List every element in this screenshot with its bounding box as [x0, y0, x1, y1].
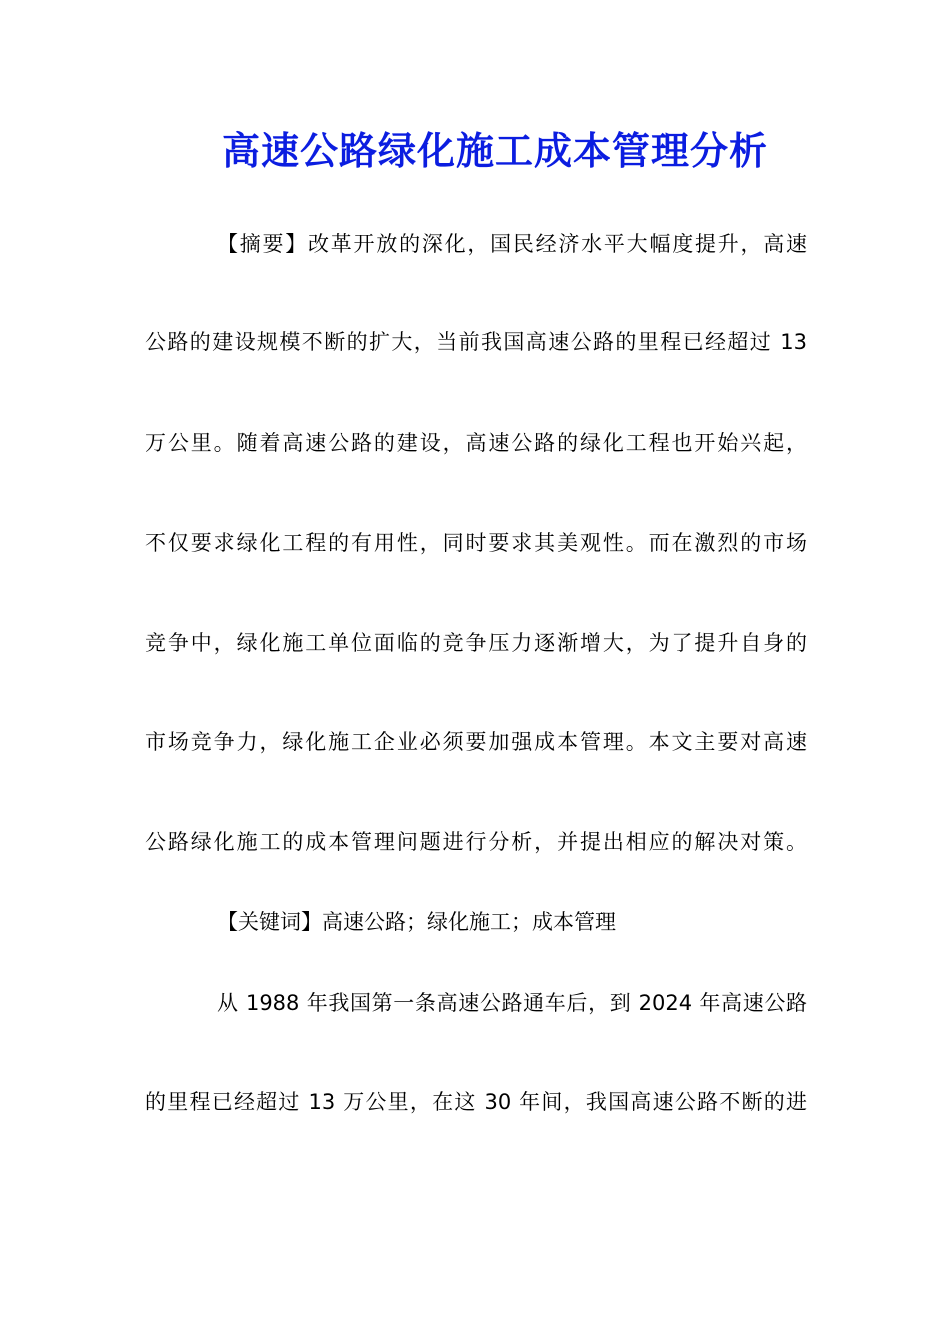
body-line-2: 的里程已经超过 13 万公里，在这 30 年间，我国高速公路不断的进	[145, 1090, 807, 1114]
body-line-1: 从 1988 年我国第一条高速公路通车后，到 2024 年高速公路	[217, 991, 807, 1015]
abstract-line-6: 市场竞争力，绿化施工企业必须要加强成本管理。本文主要对高速	[145, 730, 807, 754]
document-title: 高速公路绿化施工成本管理分析	[221, 128, 768, 173]
keywords-line: 【关键词】高速公路；绿化施工；成本管理	[217, 910, 616, 934]
abstract-line-7: 公路绿化施工的成本管理问题进行分析，并提出相应的解决对策。	[145, 830, 807, 854]
abstract-line-2: 公路的建设规模不断的扩大，当前我国高速公路的里程已经超过 13	[145, 330, 807, 354]
abstract-line-1: 【摘要】改革开放的深化，国民经济水平大幅度提升，高速	[217, 232, 807, 256]
abstract-line-5: 竞争中，绿化施工单位面临的竞争压力逐渐增大，为了提升自身的	[145, 631, 807, 655]
abstract-line-3: 万公里。随着高速公路的建设，高速公路的绿化工程也开始兴起，	[145, 431, 807, 455]
abstract-line-4: 不仅要求绿化工程的有用性，同时要求其美观性。而在激烈的市场	[145, 531, 807, 555]
